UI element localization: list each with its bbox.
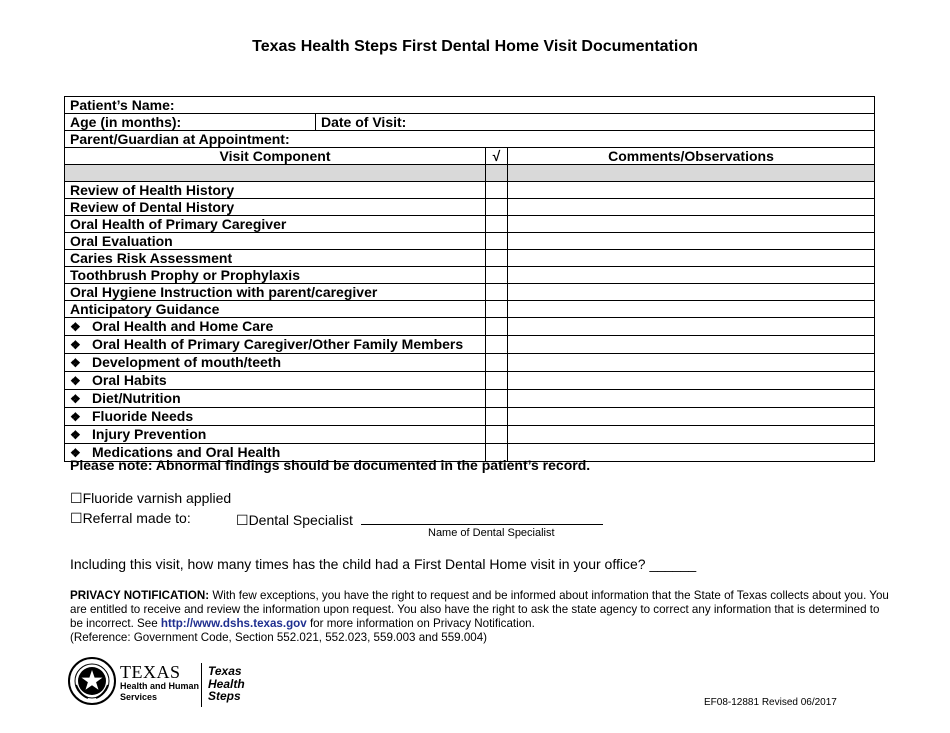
check-cell[interactable] (486, 354, 508, 372)
table-row (65, 318, 875, 336)
visit-component-label: Toothbrush Prophy or Prophylaxis (70, 267, 300, 283)
visit-component-label: Oral Habits (92, 372, 167, 388)
privacy-heading: PRIVACY NOTIFICATION: (70, 589, 210, 602)
visit-component-cell (65, 284, 486, 301)
comments-cell[interactable] (508, 408, 875, 426)
check-cell[interactable] (486, 426, 508, 444)
specialist-name-line[interactable] (361, 510, 603, 525)
ths-line-3: Steps (208, 689, 241, 703)
texas-health-steps-wordmark (208, 665, 245, 703)
visit-component-cell (65, 408, 486, 426)
visit-component-cell (65, 267, 486, 284)
check-cell[interactable] (486, 182, 508, 199)
visit-component-label: Oral Health and Home Care (92, 318, 274, 334)
comments-cell[interactable] (508, 372, 875, 390)
diamond-bullet-icon: ❖ (70, 338, 81, 352)
comments-header: Comments/Observations (508, 148, 875, 165)
age-date-row (65, 114, 875, 131)
diamond-bullet-icon: ❖ (70, 374, 81, 388)
fluoride-label: Fluoride varnish applied (82, 490, 232, 506)
diamond-bullet-icon: ❖ (70, 392, 81, 406)
visit-component-cell (65, 250, 486, 267)
table-row (65, 233, 875, 250)
hhs-wordmark (120, 663, 199, 703)
dshs-link[interactable]: http://www.dshs.texas.gov (160, 617, 307, 630)
referral-label: Referral made to: (82, 510, 191, 526)
visit-component-cell (65, 390, 486, 408)
table-row (65, 250, 875, 267)
logo-divider (201, 663, 202, 707)
check-cell[interactable] (486, 318, 508, 336)
table-row (65, 408, 875, 426)
form-number: EF08-12881 Revised 06/2017 (704, 697, 837, 708)
check-cell[interactable] (486, 336, 508, 354)
visit-component-label: Oral Evaluation (70, 233, 173, 249)
check-cell[interactable] (486, 372, 508, 390)
comments-cell[interactable] (508, 267, 875, 284)
comments-cell[interactable] (508, 318, 875, 336)
visit-component-header: Visit Component (65, 148, 486, 165)
diamond-bullet-icon: ❖ (70, 446, 81, 460)
age-label: Age (in months): (70, 114, 182, 130)
check-cell[interactable] (486, 199, 508, 216)
referral-checkbox[interactable]: ☐ (70, 510, 83, 526)
check-column-header: √ (486, 148, 508, 165)
hhs-line-2: Services (120, 692, 158, 702)
table-header-row (65, 148, 875, 165)
visit-component-label: Diet/Nutrition (92, 390, 181, 406)
visit-component-cell (65, 336, 486, 354)
check-cell[interactable] (486, 301, 508, 318)
dental-specialist-label: Dental Specialist (248, 512, 353, 528)
comments-cell[interactable] (508, 199, 875, 216)
visit-component-label: Fluoride Needs (92, 408, 194, 424)
visit-component-cell (65, 372, 486, 390)
abnormal-findings-note: Please note: Abnormal findings should be documented in the patient’s record. (70, 457, 591, 473)
table-row (65, 301, 875, 318)
visit-component-label: Development of mouth/teeth (92, 354, 282, 370)
referral-option[interactable] (70, 510, 191, 527)
visit-component-label: Anticipatory Guidance (70, 301, 220, 317)
visit-count-question: Including this visit, how many times has the child had a First Dental Home visit in your office? ______ (70, 556, 697, 572)
visit-component-label: Medications and Oral Health (92, 444, 281, 460)
guardian-field[interactable] (65, 131, 875, 148)
texas-wordmark: TEXAS (120, 662, 181, 682)
visit-component-label: Oral Health of Primary Caregiver/Other Family Members (92, 336, 464, 352)
comments-cell[interactable] (508, 233, 875, 250)
visit-component-cell (65, 354, 486, 372)
visit-component-label: Oral Hygiene Instruction with parent/caregiver (70, 284, 378, 300)
texas-seal-icon (68, 657, 116, 705)
table-row (65, 336, 875, 354)
visit-component-label: Oral Health of Primary Caregiver (70, 216, 287, 232)
visit-component-label: Review of Dental History (70, 199, 235, 215)
comments-cell[interactable] (508, 284, 875, 301)
table-row (65, 216, 875, 233)
date-of-visit-label: Date of Visit: (321, 114, 407, 130)
table-row (65, 267, 875, 284)
comments-cell[interactable] (508, 426, 875, 444)
date-of-visit-field[interactable] (316, 114, 875, 131)
visit-component-cell (65, 301, 486, 318)
comments-cell[interactable] (508, 336, 875, 354)
privacy-text: With few exceptions, you have the right to request and be informed about information that the State of Texas collects about you. You are entitled to receive and review the information upon request. You also have the right to ask the state agency to correct any information that is determined to be incorrect. See (70, 589, 889, 630)
check-cell[interactable] (486, 408, 508, 426)
comments-cell[interactable] (508, 301, 875, 318)
comments-cell[interactable] (508, 390, 875, 408)
visit-component-cell (65, 233, 486, 250)
visit-component-cell (65, 216, 486, 233)
visit-component-label: Caries Risk Assessment (70, 250, 233, 266)
table-row (65, 199, 875, 216)
table-row (65, 426, 875, 444)
table-row (65, 372, 875, 390)
age-field[interactable] (65, 114, 316, 131)
visit-component-cell (65, 182, 486, 199)
visit-component-label: Injury Prevention (92, 426, 207, 442)
comments-cell[interactable] (508, 250, 875, 267)
comments-cell[interactable] (508, 354, 875, 372)
table-row (65, 182, 875, 199)
privacy-text-after: for more information on Privacy Notification. (309, 617, 535, 630)
shaded-cell (486, 165, 508, 182)
check-cell[interactable] (486, 216, 508, 233)
visit-component-cell (65, 318, 486, 336)
diamond-bullet-icon: ❖ (70, 356, 81, 370)
visit-component-label: Review of Health History (70, 182, 235, 198)
table-row (65, 354, 875, 372)
diamond-bullet-icon: ❖ (70, 320, 81, 334)
fluoride-varnish-option[interactable] (70, 490, 231, 507)
privacy-notification (70, 589, 890, 645)
comments-cell[interactable] (508, 216, 875, 233)
visit-component-cell (65, 199, 486, 216)
check-cell[interactable] (486, 284, 508, 301)
table-row (65, 390, 875, 408)
shaded-cell (65, 165, 486, 182)
hhs-line-1: Health and Human (120, 681, 200, 691)
specialist-name-caption: Name of Dental Specialist (428, 527, 555, 539)
ths-line-1: Texas (208, 664, 242, 678)
check-cell[interactable] (486, 233, 508, 250)
ths-line-2: Health (208, 676, 245, 691)
check-cell[interactable] (486, 250, 508, 267)
dental-specialist-checkbox[interactable]: ☐ (236, 512, 249, 528)
comments-cell[interactable] (508, 182, 875, 199)
patient-name-row (65, 97, 875, 114)
privacy-reference: (Reference: Government Code, Section 552.021, 552.023, 559.003 and 559.004) (70, 631, 488, 644)
patient-name-label: Patient’s Name: (70, 97, 175, 113)
page-title: Texas Health Steps First Dental Home Visit Documentation (252, 38, 698, 55)
table-row (65, 284, 875, 301)
visit-documentation-table (64, 96, 875, 462)
guardian-label: Parent/Guardian at Appointment: (70, 131, 290, 147)
shaded-spacer-row (65, 165, 875, 182)
patient-name-field[interactable] (65, 97, 875, 114)
diamond-bullet-icon: ❖ (70, 410, 81, 424)
shaded-cell (508, 165, 875, 182)
check-cell[interactable] (486, 267, 508, 284)
check-cell[interactable] (486, 390, 508, 408)
fluoride-checkbox[interactable]: ☐ (70, 490, 83, 506)
guardian-row (65, 131, 875, 148)
diamond-bullet-icon: ❖ (70, 428, 81, 442)
visit-component-cell (65, 426, 486, 444)
